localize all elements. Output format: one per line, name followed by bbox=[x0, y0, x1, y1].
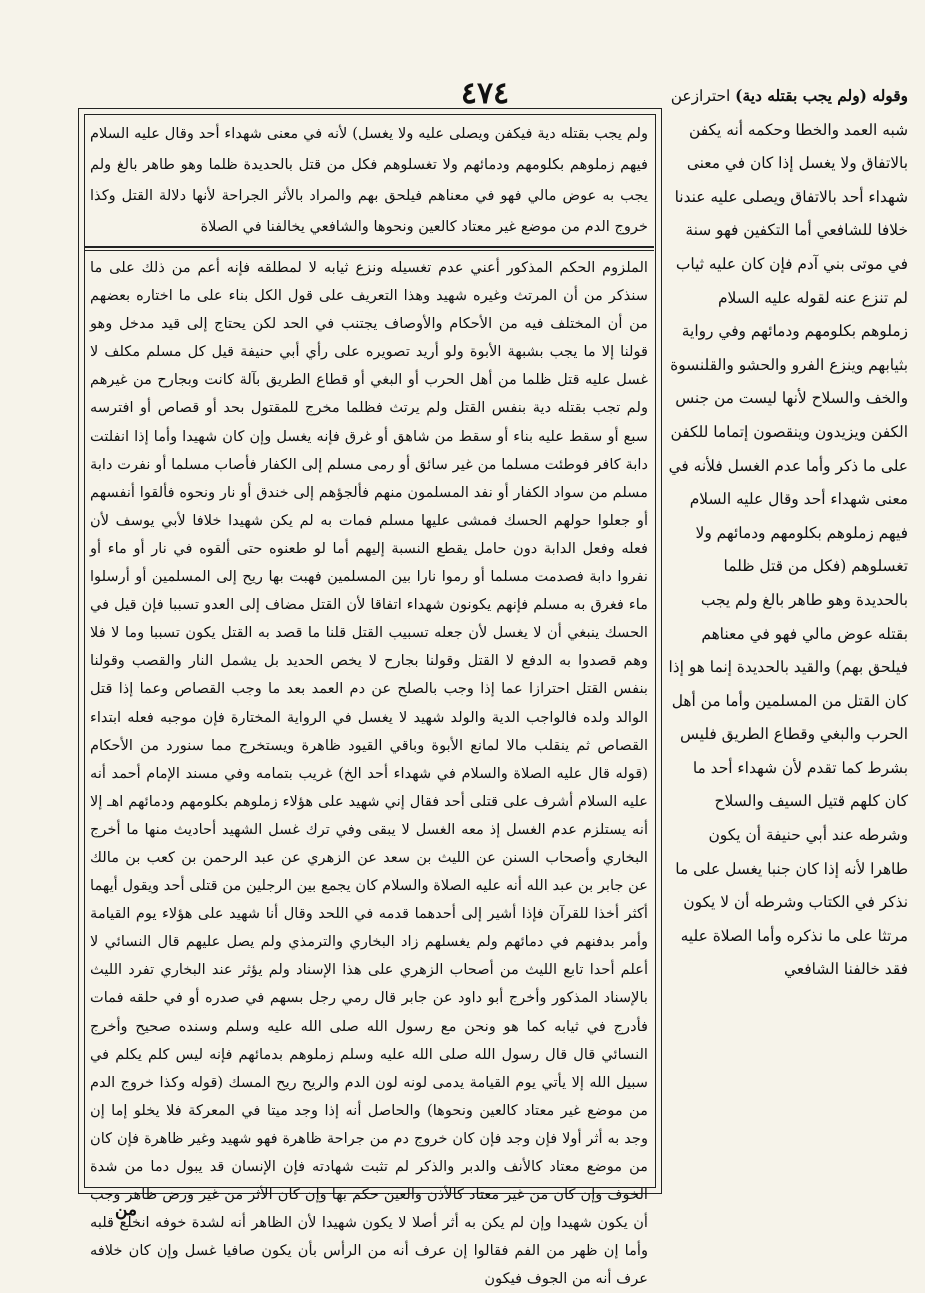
commentary-block: الملزوم الحكم المذكور أعني عدم تغسيله ونزع ثيابه لا لمطلقه فإنه أعم من ذلك على ما سنذكر من أن المرتث وغيره شهيد وهذا التعريف على قول الكل بناء على ما اختاره بعضهم من أن المختلف فيه من الأحكام والأوصاف يجتنب في الحد لكن يحتاج إلى قيد مدخل وهو قولنا إلا ما يجب بشبهة الأبوة ولو أريد تصويره على رأي أبي حنيفة قيل كل مسلم مكلف لا غسل عليه قتل ظلما من أهل الحرب أو البغي أو قطاع الطريق بآلة كانت وبجارح من غيرهم ولم تجب بقتله دية بنفس القتل ولم يرتث فظلما مخرج للمقتول بحد أو قصاص أو افترسه سبع أو سقط عليه بناء أو سقط من شاهق أو غرق فإنه يغسل وإن كان شهيدا وأما إذا انفلتت دابة كافر فوطئت مسلما من غير سائق أو رمى مسلم إلى الكفار فأصاب مسلما أو نفرت دابة مسلم من سواد الكفار أو نفد المسلمون منهم فألجؤهم إلى خندق أو نار ونحوه فألقوا أنفسهم أو جعلوا حولهم الحسك فمشى عليها مسلم فمات به لم يكن شهيدا خلافا لأبي يوسف لأن فعله وفعل الدابة دون حامل يقطع النسبة إليهم أما لو طعنوه حتى ألقوه في نار أو ماء أو نفروا دابة فصدمت مسلما أو رموا نارا بين المسلمين فهبت بها ريح إلى المسلمين أو أرسلوا ماء فغرق به مسلم فإنهم يكونون شهداء اتفاقا لأن القتل مضاف إلى العدو تسببا فإن قيل في الحسك ينبغي أن لا يغسل لأن جعله تسبيب القتل قلنا ما قصد به القتل يكون تسببا وما لا فلا وهم قصدوا به الدفع لا القتل وقولنا بجارح لا يخص الحديد بل يشمل النار والقصب وقولنا بنفس القتل احترازا عما إذا وجب بالصلح عن دم العمد بعد ما وجب القصاص وعما إذا قتل الوالد ولده فالواجب الدية والولد شهيد لا يغسل في الرواية المختارة فإن موجبه فعله ابتداء القصاص ثم ينقلب مالا لمانع الأبوة وباقي القيود ظاهرة ويستخرج مما سنورد من الأحكام (قوله قال عليه الصلاة والسلام في شهداء أحد الخ) غريب بتمامه وفي مسند الإمام أحمد أنه عليه السلام أشرف على قتلى أحد فقال إني شهيد على هؤلاء زملوهم بكلومهم ودمائهم اهـ إلا أنه يستلزم عدم الغسل إذ معه الغسل لا يبقى وفي ترك غسل الشهيد أحاديث منها ما أخرج البخاري وأصحاب السنن عن الليث بن سعد عن الزهري عن عبد الرحمن بن كعب بن مالك عن جابر بن عبد الله أنه عليه الصلاة والسلام كان يجمع بين الرجلين من قتلى أحد ويقول أيهما أكثر أخذا للقرآن فإذا أشير إلى أحدهما قدمه في اللحد وقال أنا شهيد على هؤلاء يوم القيامة وأمر بدفنهم في دمائهم ولم يغسلهم زاد البخاري والترمذي ولم يصل عليهم قال النسائي لا أعلم أحدا تابع الليث من أصحاب الزهري على هذا الإسناد ولم يؤثر عند البخاري تفرد الليث بالإسناد المذكور وأخرج أبو داود عن جابر قال رمي رجل بسهم في صدره أو في حلقه فمات فأدرج في ثيابه كما هو ونحن مع رسول الله صلى الله عليه وسلم وسنده صحيح وأخرج النسائي قال قال رسول الله صلى الله عليه وسلم زملوهم بدمائهم فإنه ليس كلم يكلم في سبيل الله إلا يأتي يوم القيامة يدمى لونه لون الدم والريح ريح المسك (قوله وكذا خروج الدم من موضع غير معتاد كالعين ونحوها) والحاصل أنه إذا وجد ميتا في المعركة فلا يخلو إما إن وجد به أثر أولا فإن وجد فإن كان خروج دم من جراحة ظاهرة فهو شهيد وغير ظاهرة فإن كان من موضع معتاد كالأنف والدبر والذكر لم تثبت شهادته فإن الإنسان قد يبول دما من شدة الخوف وإن كان من غير معتاد كالأذن والعين حكم بها وإن كان الأثر من غير ورض ظاهر وجب أن يكون شهيدا وإن لم يكن به أثر أصلا لا يكون شهيدا لأن الظاهر أنه لشدة خوفه انخلع قلبه وأما إن ظهر من الفم فقالوا إن عرف أنه من الرأس بأن يكون صافيا غسل وإن كان خلافه عرف أنه من الجوف فيكون bbox=[90, 259, 648, 1288]
margin-commentary-lead: وقوله (ولم يجب بقتله دية) bbox=[735, 87, 908, 105]
catchword: من bbox=[114, 1200, 138, 1220]
matn-block: ولم يجب بقتله دية فيكفن ويصلى عليه ولا يغسل) لأنه في معنى شهداء أحد وقال عليه السلام فيهم زملوهم بكلومهم ودمائهم ولا تغسلوهم فكل من قتل بالحديدة ظلما وهو طاهر بالغ ولم يجب به عوض مالي فهو في معناهم فيلحق بهم والمراد بالأثر الجراحة لأنها دلالة القتل وكذا خروج الدم من موضع غير معتاد كالعين ونحوها والشافعي يخالفنا في الصلاة bbox=[90, 125, 648, 235]
margin-commentary-text: احترازعن شبه العمد والخطا وحكمه أنه يكفن بالاتفاق ولا يغسل إذا كان في معنى شهداء أحد بالاتفاق ويصلى عليه عندنا خلافا للشافعي أما التكفين فهو سنة في موتى بني آدم فإن كان عليه ثياب لم تنزع عنه لقوله عليه السلام زملوهم بكلومهم ودمائهم وفي رواية بثيابهم وينزع الفرو والحشو والقلنسوة والخف والسلاح لأنها ليست من جنس الكفن ويزيدون وينقصون إتماما للكفن على ما ذكر وأما عدم الغسل فلأنه في معنى شهداء أحد وقال عليه السلام فيهم زملوهم بكلومهم ودمائهم ولا تغسلوهم (فكل من قتل ظلما بالحديدة وهو طاهر بالغ ولم يجب بقتله عوض مالي فهو في معناهم فيلحق بهم) والقيد بالحديدة إنما هو إذا كان القتل من المسلمين وأما من أهل الحرب والبغي وقطاع الطريق فليس بشرط كما تقدم لأن شهداء أحد ما كان كلهم قتيل السيف والسلاح وشرطه عند أبي حنيفة أن يكون طاهرا لأنه إذا كان جنبا يغسل على ما نذكر في الكتاب وشرطه أن لا يكون مرتثا على ما نذكره وأما الصلاة عليه فقد خالفنا الشافعي bbox=[668, 87, 908, 979]
matn-separator-thin bbox=[84, 250, 654, 251]
matn-separator bbox=[84, 246, 654, 248]
page-number: ٤٧٤ bbox=[460, 76, 510, 111]
margin-commentary bbox=[668, 80, 908, 1220]
